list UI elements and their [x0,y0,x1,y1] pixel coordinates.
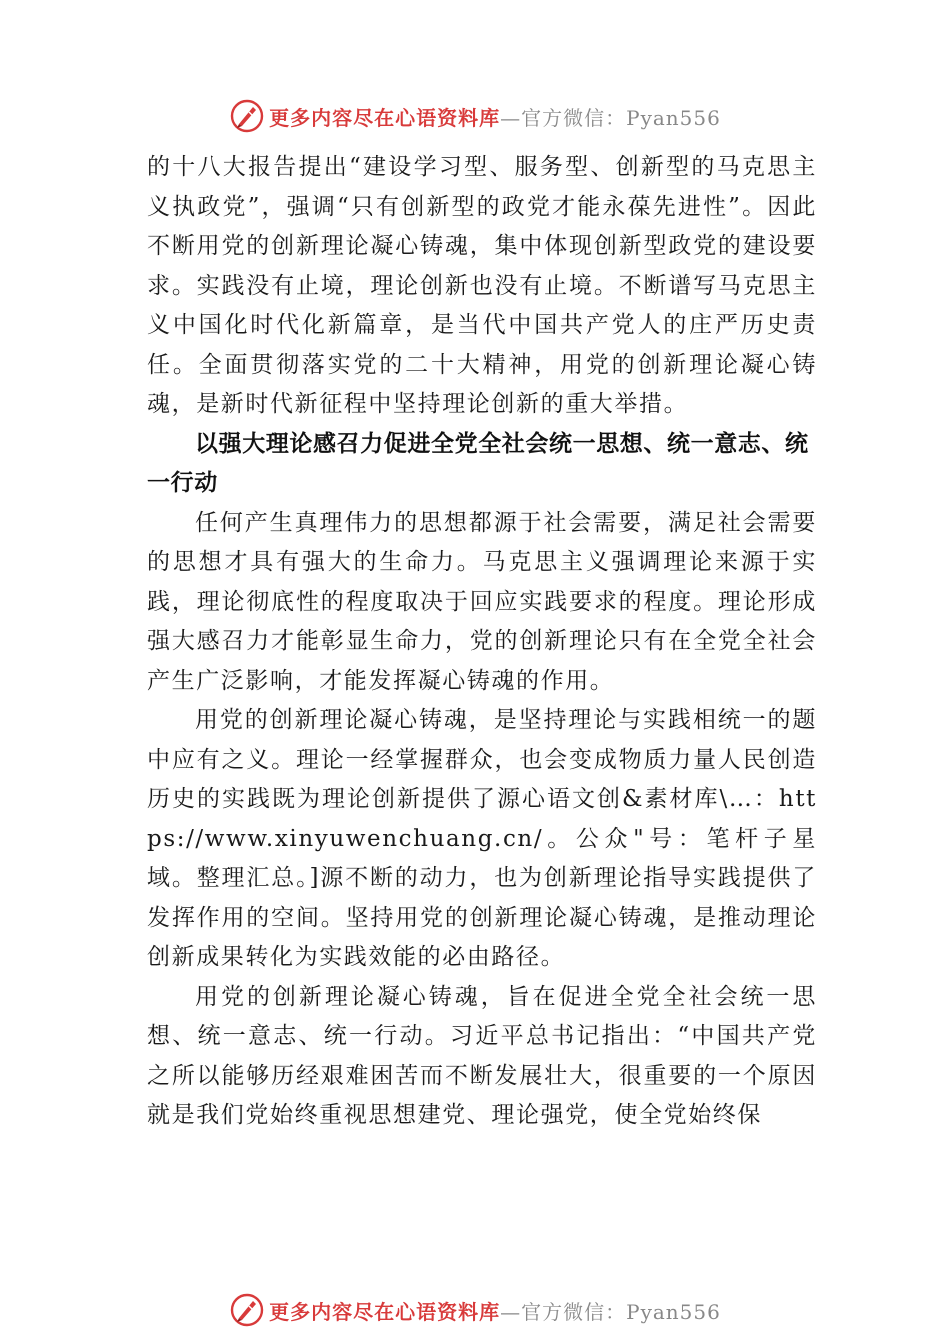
footer-banner [0,1290,950,1330]
header-brand-text: 更多内容尽在心语资料库 [269,105,501,130]
paragraph-3: 用党的创新理论凝心铸魂，是坚持理论与实践相统一的题中应有之义。理论一经掌握群众，也会变成物质力量人民创造历史的实践既为理论创新提供了源心语文创&素材库\…：https://www.xinyuwenchuang.cn/。公众"号：笔杆子星域。整理汇总。]源不断的动力，也为创新理论指导实践提供了发挥作用的空间。坚持用党的创新理论凝心铸魂，是推动理论创新成果转化为实践效能的必由路径。 [147,707,817,970]
pen-quill-logo-icon [229,1292,265,1328]
pen-quill-logo-icon [229,98,265,134]
footer-contact-text: —官方微信：Pyan556 [500,1299,721,1324]
paragraph-1: 的十八大报告提出“建设学习型、服务型、创新型的马克思主义执政党”，强调“只有创新型的政党才能永葆先进性”。因此不断用党的创新理论凝心铸魂，集中体现创新型政党的建设要求。实践没有止境，理论创新也没有止境。不断谱写马克思主义中国化时代化新篇章，是当代中国共产党人的庄严历史责任。全面贯彻落实党的二十大精神，用党的创新理论凝心铸魂，是新时代新征程中坚持理论创新的重大举措。 [147,154,817,417]
header-contact-text: —官方微信：Pyan556 [500,105,721,130]
document-body [147,148,817,1136]
section-heading: 以强大理论感召力促进全党全社会统一思想、统一意志、统一行动 [147,430,809,496]
paragraph-4: 用党的创新理论凝心铸魂，旨在促进全党全社会统一思想、统一意志、统一行动。习近平总书记指出：“中国共产党之所以能够历经艰难困苦而不断发展壮大，很重要的一个原因就是我们党始终重视思想建党、理论强党，使全党始终保 [147,983,817,1128]
header-banner [0,96,950,136]
paragraph-2: 任何产生真理伟力的思想都源于社会需要，满足社会需要的思想才具有强大的生命力。马克思主义强调理论来源于实践，理论彻底性的程度取决于回应实践要求的程度。理论形成强大感召力才能彰显生命力，党的创新理论只有在全党全社会产生广泛影响，才能发挥凝心铸魂的作用。 [147,509,817,694]
footer-brand-text: 更多内容尽在心语资料库 [269,1299,501,1324]
